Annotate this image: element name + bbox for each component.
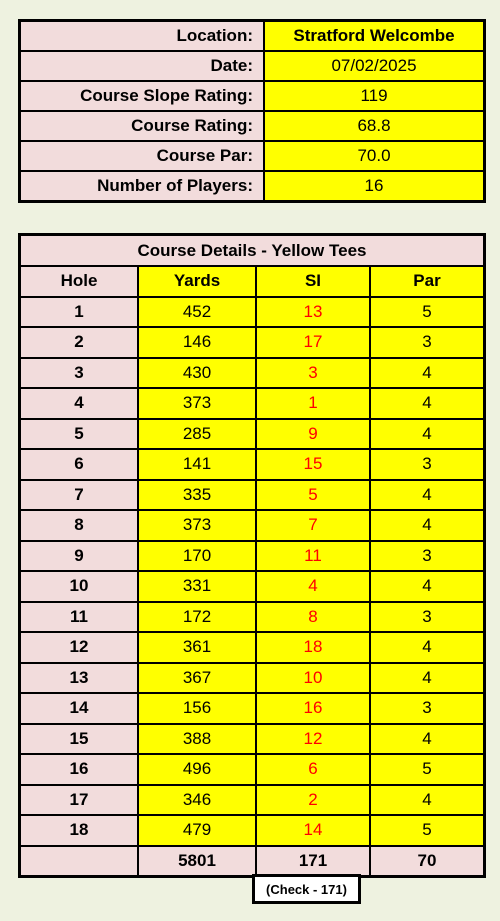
info-value: 68.8 <box>264 111 485 141</box>
hole-par: 4 <box>370 632 485 663</box>
info-row <box>20 51 485 81</box>
hole-number: 4 <box>20 388 139 419</box>
hole-yards: 172 <box>138 602 256 633</box>
totals-blank <box>20 846 139 877</box>
hole-number: 12 <box>20 632 139 663</box>
hole-row <box>20 297 485 328</box>
course-info-body <box>20 21 485 202</box>
info-label: Date: <box>20 51 265 81</box>
hole-si: 18 <box>256 632 370 663</box>
hole-yards: 373 <box>138 388 256 419</box>
hole-row <box>20 663 485 694</box>
hole-number: 17 <box>20 785 139 816</box>
hole-par: 4 <box>370 419 485 450</box>
hole-row <box>20 327 485 358</box>
hole-par: 4 <box>370 571 485 602</box>
hole-row <box>20 785 485 816</box>
hole-yards: 367 <box>138 663 256 694</box>
hole-si: 10 <box>256 663 370 694</box>
hole-number: 16 <box>20 754 139 785</box>
info-row <box>20 21 485 52</box>
hole-number: 2 <box>20 327 139 358</box>
hole-par: 4 <box>370 388 485 419</box>
hole-si: 13 <box>256 297 370 328</box>
hole-si: 9 <box>256 419 370 450</box>
total-yards: 5801 <box>138 846 256 877</box>
hole-number: 18 <box>20 815 139 846</box>
hole-par: 3 <box>370 327 485 358</box>
hole-si: 15 <box>256 449 370 480</box>
hole-row <box>20 388 485 419</box>
hole-yards: 388 <box>138 724 256 755</box>
hole-yards: 452 <box>138 297 256 328</box>
hole-si: 11 <box>256 541 370 572</box>
hole-yards: 170 <box>138 541 256 572</box>
hole-row <box>20 693 485 724</box>
hole-row <box>20 510 485 541</box>
hole-number: 10 <box>20 571 139 602</box>
hole-par: 3 <box>370 602 485 633</box>
hole-row <box>20 358 485 389</box>
hole-yards: 156 <box>138 693 256 724</box>
hole-row <box>20 449 485 480</box>
hole-si: 6 <box>256 754 370 785</box>
hole-number: 6 <box>20 449 139 480</box>
hole-number: 13 <box>20 663 139 694</box>
hole-row <box>20 632 485 663</box>
info-row <box>20 171 485 202</box>
hole-par: 4 <box>370 663 485 694</box>
hole-number: 9 <box>20 541 139 572</box>
hole-si: 7 <box>256 510 370 541</box>
hole-si: 16 <box>256 693 370 724</box>
course-table-title: Course Details - Yellow Tees <box>20 235 485 267</box>
info-value: 119 <box>264 81 485 111</box>
hole-par: 4 <box>370 480 485 511</box>
hole-number: 11 <box>20 602 139 633</box>
hole-yards: 331 <box>138 571 256 602</box>
hole-yards: 430 <box>138 358 256 389</box>
hole-par: 5 <box>370 297 485 328</box>
hole-si: 1 <box>256 388 370 419</box>
hole-si: 14 <box>256 815 370 846</box>
hole-par: 5 <box>370 815 485 846</box>
hole-row <box>20 419 485 450</box>
hole-row <box>20 571 485 602</box>
si-check-box: (Check - 171) <box>252 874 361 904</box>
hole-si: 8 <box>256 602 370 633</box>
hole-si: 3 <box>256 358 370 389</box>
info-value: 07/02/2025 <box>264 51 485 81</box>
hole-par: 4 <box>370 358 485 389</box>
info-label: Course Rating: <box>20 111 265 141</box>
course-title-row <box>20 235 485 267</box>
course-details-table <box>18 233 486 878</box>
info-value: 70.0 <box>264 141 485 171</box>
header-yards: Yards <box>138 266 256 297</box>
info-row <box>20 141 485 171</box>
hole-si: 12 <box>256 724 370 755</box>
hole-yards: 479 <box>138 815 256 846</box>
hole-par: 4 <box>370 724 485 755</box>
info-label: Number of Players: <box>20 171 265 202</box>
hole-par: 5 <box>370 754 485 785</box>
info-label: Course Slope Rating: <box>20 81 265 111</box>
hole-number: 14 <box>20 693 139 724</box>
hole-yards: 335 <box>138 480 256 511</box>
info-label: Location: <box>20 21 265 52</box>
hole-par: 3 <box>370 541 485 572</box>
hole-number: 7 <box>20 480 139 511</box>
total-si: 171 <box>256 846 370 877</box>
hole-row <box>20 602 485 633</box>
hole-row <box>20 815 485 846</box>
hole-number: 5 <box>20 419 139 450</box>
hole-par: 4 <box>370 785 485 816</box>
header-par: Par <box>370 266 485 297</box>
hole-yards: 346 <box>138 785 256 816</box>
hole-par: 3 <box>370 693 485 724</box>
info-value: Stratford Welcombe <box>264 21 485 52</box>
hole-par: 3 <box>370 449 485 480</box>
info-row <box>20 111 485 141</box>
hole-number: 3 <box>20 358 139 389</box>
hole-number: 1 <box>20 297 139 328</box>
hole-yards: 146 <box>138 327 256 358</box>
hole-si: 2 <box>256 785 370 816</box>
hole-yards: 361 <box>138 632 256 663</box>
hole-yards: 373 <box>138 510 256 541</box>
course-details-body <box>20 235 485 877</box>
info-row <box>20 81 485 111</box>
hole-number: 15 <box>20 724 139 755</box>
hole-si: 17 <box>256 327 370 358</box>
total-par: 70 <box>370 846 485 877</box>
header-si: SI <box>256 266 370 297</box>
hole-number: 8 <box>20 510 139 541</box>
course-info-table <box>18 19 486 203</box>
hole-si: 5 <box>256 480 370 511</box>
totals-row <box>20 846 485 877</box>
hole-row <box>20 724 485 755</box>
header-hole: Hole <box>20 266 139 297</box>
hole-yards: 285 <box>138 419 256 450</box>
hole-yards: 496 <box>138 754 256 785</box>
hole-par: 4 <box>370 510 485 541</box>
info-label: Course Par: <box>20 141 265 171</box>
hole-row <box>20 541 485 572</box>
hole-si: 4 <box>256 571 370 602</box>
hole-row <box>20 754 485 785</box>
hole-row <box>20 480 485 511</box>
hole-yards: 141 <box>138 449 256 480</box>
course-header-row <box>20 266 485 297</box>
info-value: 16 <box>264 171 485 202</box>
